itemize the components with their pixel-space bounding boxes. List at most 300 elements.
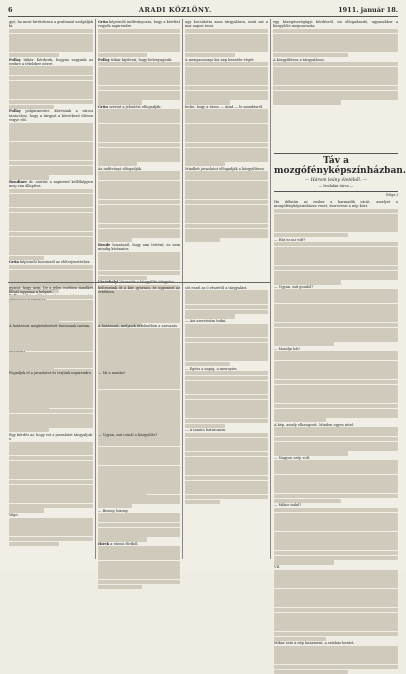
text-line <box>9 380 93 384</box>
text-line <box>185 466 268 470</box>
text-line <box>274 551 398 555</box>
article-paragraph <box>9 371 93 375</box>
text-line <box>9 399 93 403</box>
text-line <box>9 485 93 489</box>
text-line <box>9 337 93 341</box>
text-line <box>98 86 180 90</box>
text-line <box>185 419 268 423</box>
text-line <box>9 90 93 94</box>
text-line <box>185 481 268 485</box>
text-line <box>185 385 268 389</box>
text-line <box>9 161 93 165</box>
text-line <box>98 238 132 242</box>
text-line <box>274 556 398 560</box>
text-line <box>9 319 59 323</box>
text-line <box>185 424 225 428</box>
text-line <box>274 209 398 213</box>
text-line <box>98 62 180 66</box>
text-line <box>185 371 268 375</box>
text-line <box>98 366 142 370</box>
text-line <box>274 541 398 545</box>
text-line <box>98 195 180 199</box>
text-line <box>185 86 268 90</box>
text-line <box>98 556 180 560</box>
text-line <box>273 76 398 80</box>
text-line <box>9 151 93 155</box>
text-line <box>185 95 268 99</box>
paragraph-text: belteszünk őt a kör gyorsan, és ugyanezt az értékben. <box>98 286 180 295</box>
paragraph-text: — Mikor indul? <box>274 503 302 508</box>
text-line <box>9 29 93 33</box>
text-line <box>9 241 93 245</box>
text-line <box>185 67 268 71</box>
text-line <box>9 142 93 146</box>
text-line <box>185 333 268 337</box>
text-line <box>274 665 398 669</box>
text-line <box>98 48 180 52</box>
article-paragraph <box>274 200 398 209</box>
text-line <box>274 308 398 312</box>
text-line <box>274 598 398 602</box>
text-line <box>274 427 398 431</box>
text-line <box>98 319 147 323</box>
text-line <box>185 461 268 465</box>
text-line <box>185 53 235 57</box>
text-line <box>185 128 268 132</box>
text-line <box>9 480 93 484</box>
text-line <box>98 209 180 213</box>
text-line <box>98 143 180 147</box>
text-line <box>9 156 93 160</box>
paragraph-text: szerint a jelentést elfogadják. <box>109 104 162 109</box>
text-line <box>274 361 398 365</box>
text-line <box>9 508 44 512</box>
text-line <box>274 365 398 369</box>
text-line <box>9 227 93 231</box>
paragraph-text: titkár kijelenti, hogy belenyugszik. <box>110 57 173 62</box>
text-line <box>185 76 268 80</box>
text-line <box>9 213 93 217</box>
text-line <box>98 256 180 260</box>
paragraph-text: egy közegészségügyi kérdésről, mi elfogadandó, ugyanakkor a közgyűlés megszavazta. <box>273 20 398 29</box>
text-line <box>274 513 398 517</box>
paragraph-text: A menyasszonyi kis nép beszéde végét. <box>185 57 255 62</box>
text-line <box>9 494 93 498</box>
text-line <box>185 114 268 118</box>
text-line <box>98 485 180 489</box>
text-line <box>98 162 137 166</box>
text-line <box>98 252 180 256</box>
text-line <box>274 650 398 654</box>
text-line <box>274 446 398 450</box>
text-line <box>98 81 180 85</box>
text-line <box>274 593 398 597</box>
text-line <box>274 508 398 512</box>
paragraph-text: ugy bocsátotta azon tárgyalásra, mint azt a mai napon teszi. <box>185 20 268 29</box>
column-2-bottom <box>98 286 180 566</box>
article-paragraph <box>185 319 268 323</box>
paragraph-text: — Nagyon szép volt. <box>274 455 311 460</box>
text-line <box>274 627 398 631</box>
text-line <box>98 109 180 113</box>
text-line <box>98 295 180 299</box>
text-line <box>185 157 268 161</box>
paragraph-text: — A tanács határozata. <box>185 428 227 433</box>
text-line <box>273 81 398 85</box>
text-line <box>274 233 348 237</box>
text-line <box>98 513 180 517</box>
text-line <box>273 100 341 104</box>
text-line <box>9 423 93 427</box>
text-line <box>9 43 93 47</box>
text-line <box>9 246 93 250</box>
text-line <box>185 476 268 480</box>
text-line <box>9 137 93 141</box>
article-paragraph <box>185 105 268 109</box>
text-line <box>185 109 268 113</box>
text-line <box>273 34 398 38</box>
paragraph-text: — Azt szeretném tudni. <box>185 319 227 324</box>
text-line <box>98 361 180 365</box>
article-paragraph <box>9 180 93 189</box>
text-line <box>98 190 180 194</box>
text-line <box>185 62 268 66</box>
text-line <box>98 404 180 408</box>
paragraph-text: Az indítványt elfogadják. <box>98 166 143 171</box>
text-line <box>98 138 180 142</box>
text-line <box>185 205 268 209</box>
text-line <box>274 370 398 374</box>
paragraph-text: titkár. Kérdezik, hogyan vagyunk az ezekre a tételekre nézve. <box>9 57 93 66</box>
text-line <box>185 352 268 356</box>
text-line <box>9 274 93 278</box>
text-line <box>9 48 93 52</box>
article-paragraph <box>9 260 93 264</box>
text-line <box>9 127 93 131</box>
text-line <box>274 442 398 446</box>
text-line <box>274 413 398 417</box>
paragraph-text: — Bizony, bizony. <box>98 508 129 513</box>
text-line <box>98 357 180 361</box>
text-line <box>274 337 398 341</box>
text-line <box>98 466 180 470</box>
text-line <box>185 224 268 228</box>
article-paragraph <box>185 167 268 171</box>
text-line <box>98 546 180 550</box>
text-line <box>9 442 93 446</box>
text-line <box>9 522 93 526</box>
article-paragraph <box>185 20 268 29</box>
text-line <box>273 95 398 99</box>
text-line <box>98 409 180 413</box>
text-line <box>98 385 180 389</box>
text-line <box>274 536 398 540</box>
text-line <box>185 471 268 475</box>
text-line <box>9 34 93 38</box>
text-line <box>185 219 268 223</box>
text-line <box>9 237 93 241</box>
feuilleton-header <box>274 153 406 192</box>
text-line <box>98 314 180 318</box>
text-line <box>274 570 398 574</box>
text-line <box>9 198 93 202</box>
text-line <box>9 409 93 413</box>
text-line <box>98 224 180 228</box>
text-line <box>9 532 93 536</box>
text-line <box>274 323 398 327</box>
text-line <box>9 385 93 389</box>
text-line <box>185 495 268 499</box>
paragraph-text: Mindkét javaslatot elfogadják a közgyűlésen. <box>185 166 265 171</box>
text-line <box>185 233 268 237</box>
paragraph-text: lecke, hogy a város — Arad — le mondásról. <box>185 104 264 109</box>
text-line <box>185 381 268 385</box>
text-line <box>9 347 93 351</box>
text-line <box>98 414 180 418</box>
text-line <box>98 537 147 541</box>
text-line <box>185 404 268 408</box>
text-line <box>185 185 268 189</box>
text-line <box>185 152 268 156</box>
text-line <box>185 209 268 213</box>
text-line <box>98 342 180 346</box>
text-line <box>185 343 268 347</box>
text-line <box>98 185 180 189</box>
text-line <box>274 409 398 413</box>
text-line <box>98 418 180 422</box>
text-line <box>9 428 49 432</box>
text-line <box>274 289 398 293</box>
paragraph-text: polgármester. Kérésünk a városi tanácshoz, hogy a tárgyat a következő ülésen vegye elő. <box>9 109 93 123</box>
text-line <box>274 389 398 393</box>
text-line <box>274 527 398 531</box>
text-line <box>9 518 93 522</box>
speaker-name: Pollay <box>9 57 21 62</box>
text-line <box>98 495 180 499</box>
text-line <box>9 475 93 479</box>
text-line <box>9 85 93 89</box>
text-line <box>185 347 268 351</box>
text-line <box>98 480 180 484</box>
text-line <box>9 146 93 150</box>
text-line <box>274 660 398 664</box>
column-2-top <box>98 20 180 280</box>
text-line <box>274 670 348 674</box>
column-4-top <box>273 20 398 150</box>
paragraph-text: — Mondja hát! <box>274 346 301 351</box>
text-line <box>98 442 180 446</box>
text-line <box>98 352 180 356</box>
text-line <box>185 395 268 399</box>
column-divider <box>270 19 271 559</box>
text-line <box>274 242 398 246</box>
text-line <box>185 300 268 304</box>
text-line <box>98 347 180 351</box>
text-line <box>274 499 341 503</box>
paragraph-text: VII. <box>274 565 281 570</box>
text-line <box>9 304 93 308</box>
column-3-top <box>185 20 268 280</box>
text-line <box>185 34 268 38</box>
column-1-top <box>9 20 93 280</box>
text-line <box>273 43 398 47</box>
header-rule <box>8 16 398 17</box>
text-line <box>274 399 398 403</box>
text-line <box>98 518 180 522</box>
text-line <box>274 342 334 346</box>
text-line <box>98 200 180 204</box>
text-line <box>9 217 93 221</box>
text-line <box>98 471 180 475</box>
text-line <box>185 176 268 180</box>
column-4-bottom <box>274 200 398 646</box>
text-line <box>273 71 398 75</box>
text-line <box>98 309 180 313</box>
text-line <box>9 404 93 408</box>
paragraph-text: képviselő indítványozza, hogy a kérdést vegyék napirendre. <box>98 20 180 29</box>
feuilleton-note: (Vége.) <box>385 193 398 197</box>
text-line <box>98 229 180 233</box>
speaker-name: Hírek <box>98 541 110 546</box>
text-line <box>98 428 137 432</box>
text-line <box>185 195 268 199</box>
text-line <box>185 181 268 185</box>
text-line <box>185 390 268 394</box>
text-line <box>185 214 268 218</box>
text-line <box>274 646 398 650</box>
article-paragraph <box>98 286 180 295</box>
text-line <box>9 265 93 269</box>
text-line <box>274 522 398 526</box>
text-line <box>9 314 93 318</box>
text-line <box>185 100 230 104</box>
text-line <box>98 570 180 574</box>
text-line <box>185 328 268 332</box>
text-line <box>98 337 180 341</box>
text-line <box>9 446 93 450</box>
paragraph-text: gyanit, hogy nem. De a jelen esetben mindkét félnél ugyanaz a helyzet. <box>9 286 93 295</box>
text-line <box>274 328 398 332</box>
text-line <box>274 332 398 336</box>
text-line <box>185 43 268 47</box>
text-line <box>98 328 180 332</box>
text-line <box>98 451 180 455</box>
text-line <box>185 400 268 404</box>
text-line <box>9 414 93 418</box>
text-line <box>98 152 180 156</box>
text-line <box>274 484 398 488</box>
text-line <box>185 310 268 314</box>
text-line <box>98 585 142 589</box>
text-line <box>98 67 180 71</box>
paragraph-text: képviselő hozzászól az előterjesztéshez. <box>20 260 91 265</box>
article-paragraph <box>9 109 93 122</box>
text-line <box>274 613 398 617</box>
text-line <box>274 451 348 455</box>
text-line <box>185 38 268 42</box>
paragraph-text: a városi életből. <box>110 541 139 546</box>
paragraph-text: — Ugyan, mit csinál a közgyűlés? <box>98 432 158 437</box>
text-line <box>98 76 180 80</box>
column-3-bottom <box>185 286 268 566</box>
text-line <box>98 128 180 132</box>
text-line <box>274 479 398 483</box>
text-line <box>185 119 268 123</box>
text-line <box>98 300 180 304</box>
text-line <box>185 124 268 128</box>
text-line <box>98 399 180 403</box>
text-line <box>9 390 93 394</box>
text-line <box>185 295 268 299</box>
text-line <box>9 375 93 379</box>
text-line <box>274 637 326 641</box>
text-line <box>9 300 93 304</box>
text-line <box>274 465 398 469</box>
text-line <box>9 270 93 274</box>
text-line <box>98 394 180 398</box>
article-paragraph <box>9 513 93 517</box>
issue-date: 1911. január 18. <box>338 5 398 14</box>
text-line <box>273 86 398 90</box>
text-line <box>98 148 180 152</box>
text-line <box>185 452 268 456</box>
text-line <box>9 132 93 136</box>
text-line <box>185 81 268 85</box>
article-paragraph <box>98 324 180 328</box>
newspaper-title: ARADI KÖZLÖNY. <box>138 5 212 14</box>
text-line <box>185 143 268 147</box>
text-line <box>9 71 93 75</box>
text-line <box>185 362 230 366</box>
text-line <box>98 523 180 527</box>
text-line <box>9 357 93 361</box>
text-line <box>98 53 147 57</box>
text-line <box>9 451 93 455</box>
text-line <box>274 608 398 612</box>
text-line <box>9 537 93 541</box>
text-line <box>273 91 398 95</box>
text-line <box>274 294 398 298</box>
text-line <box>274 313 398 317</box>
text-line <box>9 542 59 546</box>
text-line <box>274 261 398 265</box>
column-1-bottom <box>9 286 93 566</box>
text-line <box>98 271 180 275</box>
text-line <box>185 138 268 142</box>
text-line <box>274 318 398 322</box>
text-line <box>274 299 398 303</box>
text-line <box>98 390 180 394</box>
article-paragraph <box>98 243 180 252</box>
paragraph-text: A kép, amely elhangzott. Minden egyes néző. <box>274 422 355 427</box>
article-paragraph <box>9 324 93 328</box>
text-line <box>185 238 220 242</box>
speaker-name: Pollay <box>98 57 110 62</box>
feuilleton-subtitle: — Három leány életéből. — <box>304 178 368 183</box>
text-line <box>9 208 93 212</box>
text-line <box>185 409 268 413</box>
text-line <box>9 394 93 398</box>
text-line <box>98 95 180 99</box>
text-line <box>98 29 180 33</box>
text-line <box>98 575 180 579</box>
text-line <box>274 494 398 498</box>
text-line <box>9 470 93 474</box>
text-line <box>274 470 398 474</box>
text-line <box>98 114 180 118</box>
text-line <box>9 527 93 531</box>
article-paragraph <box>274 565 398 569</box>
